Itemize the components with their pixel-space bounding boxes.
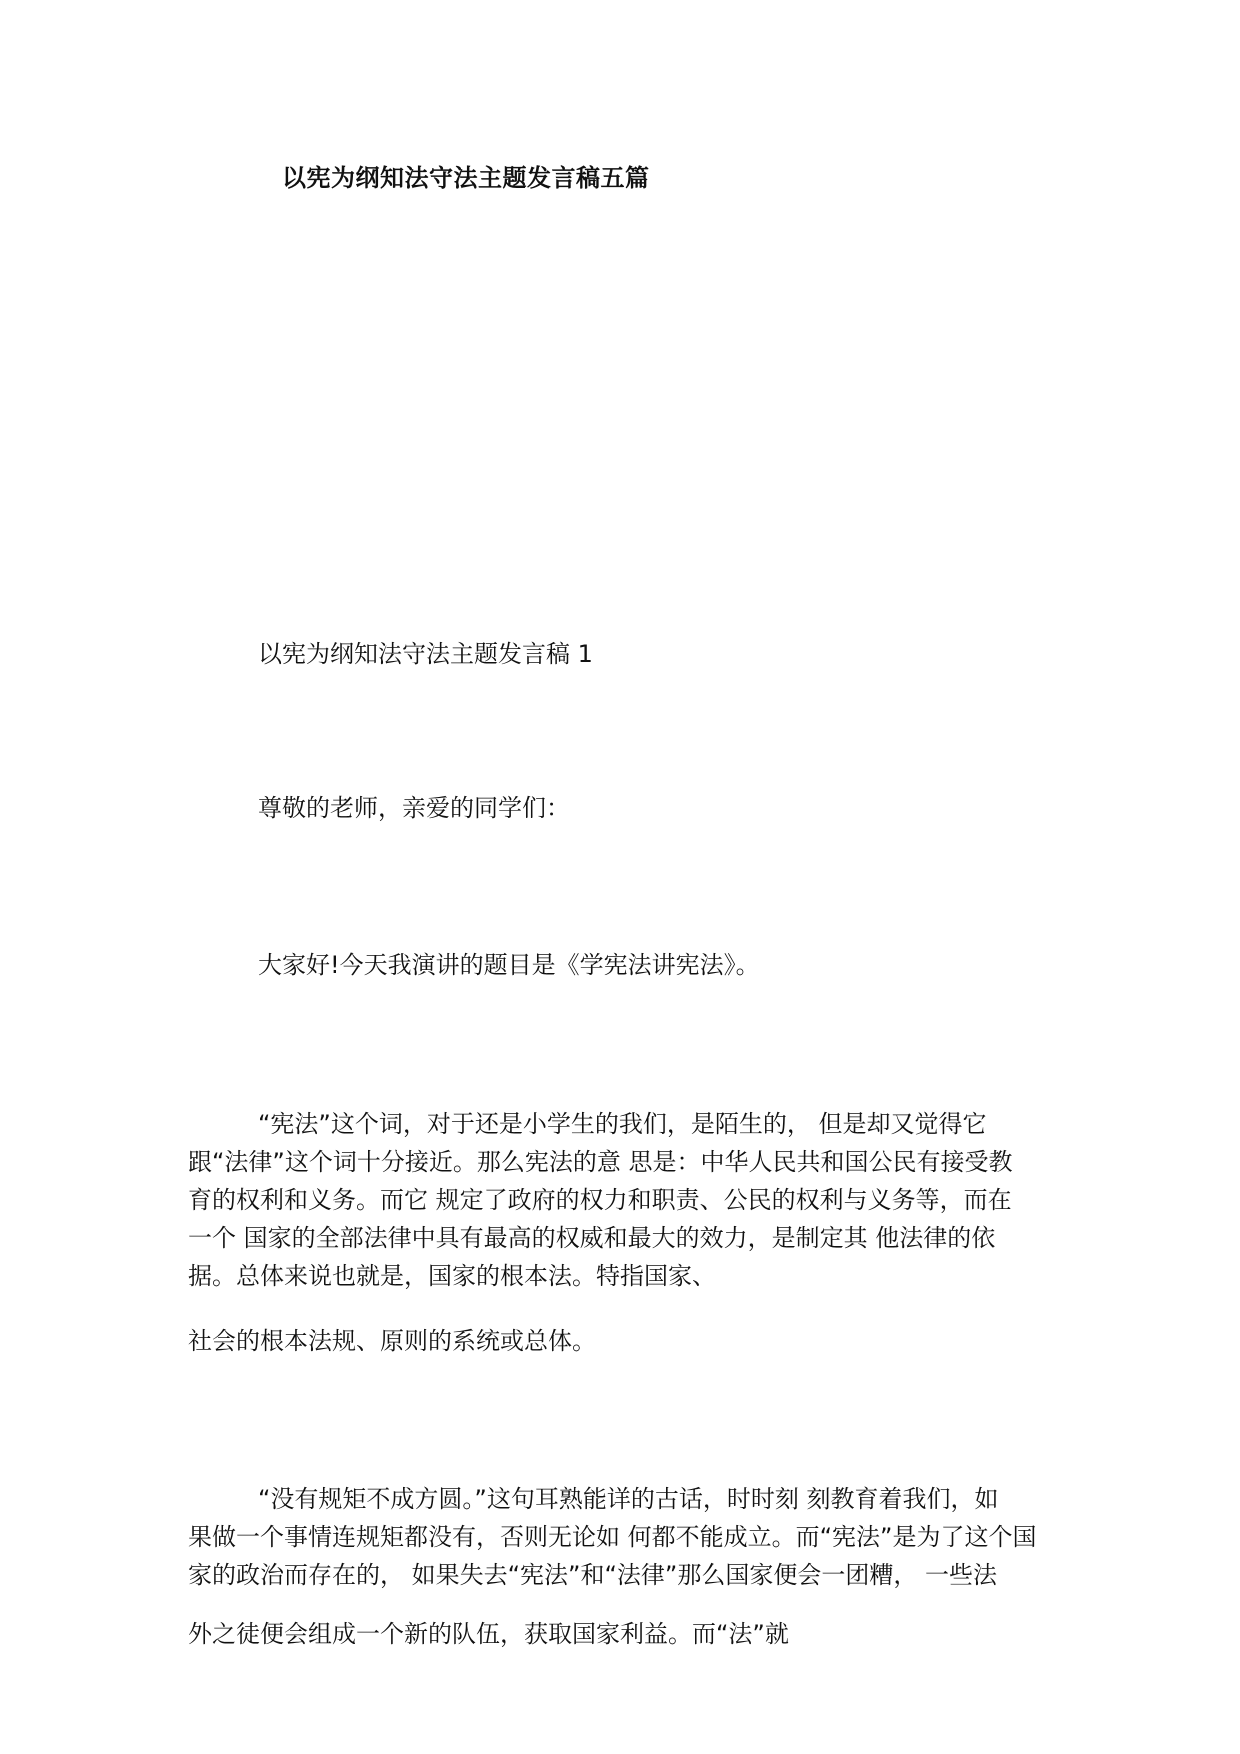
paragraph-line: 育的权利和义务。而它 规定了政府的权力和职责、公民的权利与义务等，而在 [188, 1186, 1012, 1214]
paragraph-2 [188, 1480, 1068, 1594]
paragraph-line: 家的政治而存在的， 如果失去“宪法”和“法律”那么国家便会一团糟， 一些法 [188, 1561, 997, 1589]
document-title: 以宪为纲知法守法主题发言稿五篇 [282, 164, 650, 192]
paragraph-line: “没有规矩不成方圆。”这句耳熟能详的古话，时时刻 刻教育着我们，如 [258, 1485, 999, 1513]
paragraph-line: “宪法”这个词，对于还是小学生的我们，是陌生的， 但是却又觉得它 [258, 1110, 987, 1138]
paragraph-line: 社会的根本法规、原则的系统或总体。 [188, 1327, 596, 1355]
section-heading: 以宪为纲知法守法主题发言稿 1 [258, 640, 593, 668]
paragraph-2-continuation [188, 1615, 1068, 1653]
greeting-line: 尊敬的老师，亲爱的同学们： [258, 794, 570, 822]
paragraph-line: 跟“法律”这个词十分接近。那么宪法的意 思是：中华人民共和国公民有接受教 [188, 1148, 1013, 1176]
paragraph-1 [188, 1105, 1068, 1295]
paragraph-line: 外之徒便会组成一个新的队伍，获取国家利益。而“法”就 [188, 1620, 789, 1648]
paragraph-line: 果做一个事情连规矩都没有，否则无论如 何都不能成立。而“宪法”是为了这个国 [188, 1523, 1037, 1551]
paragraph-line: 据。总体来说也就是，国家的根本法。特指国家、 [188, 1262, 716, 1290]
paragraph-line: 一个 国家的全部法律中具有最高的权威和最大的效力，是制定其 他法律的依 [188, 1224, 996, 1252]
intro-line: 大家好!今天我演讲的题目是《学宪法讲宪法》。 [258, 951, 760, 979]
paragraph-1-continuation [188, 1322, 1068, 1360]
